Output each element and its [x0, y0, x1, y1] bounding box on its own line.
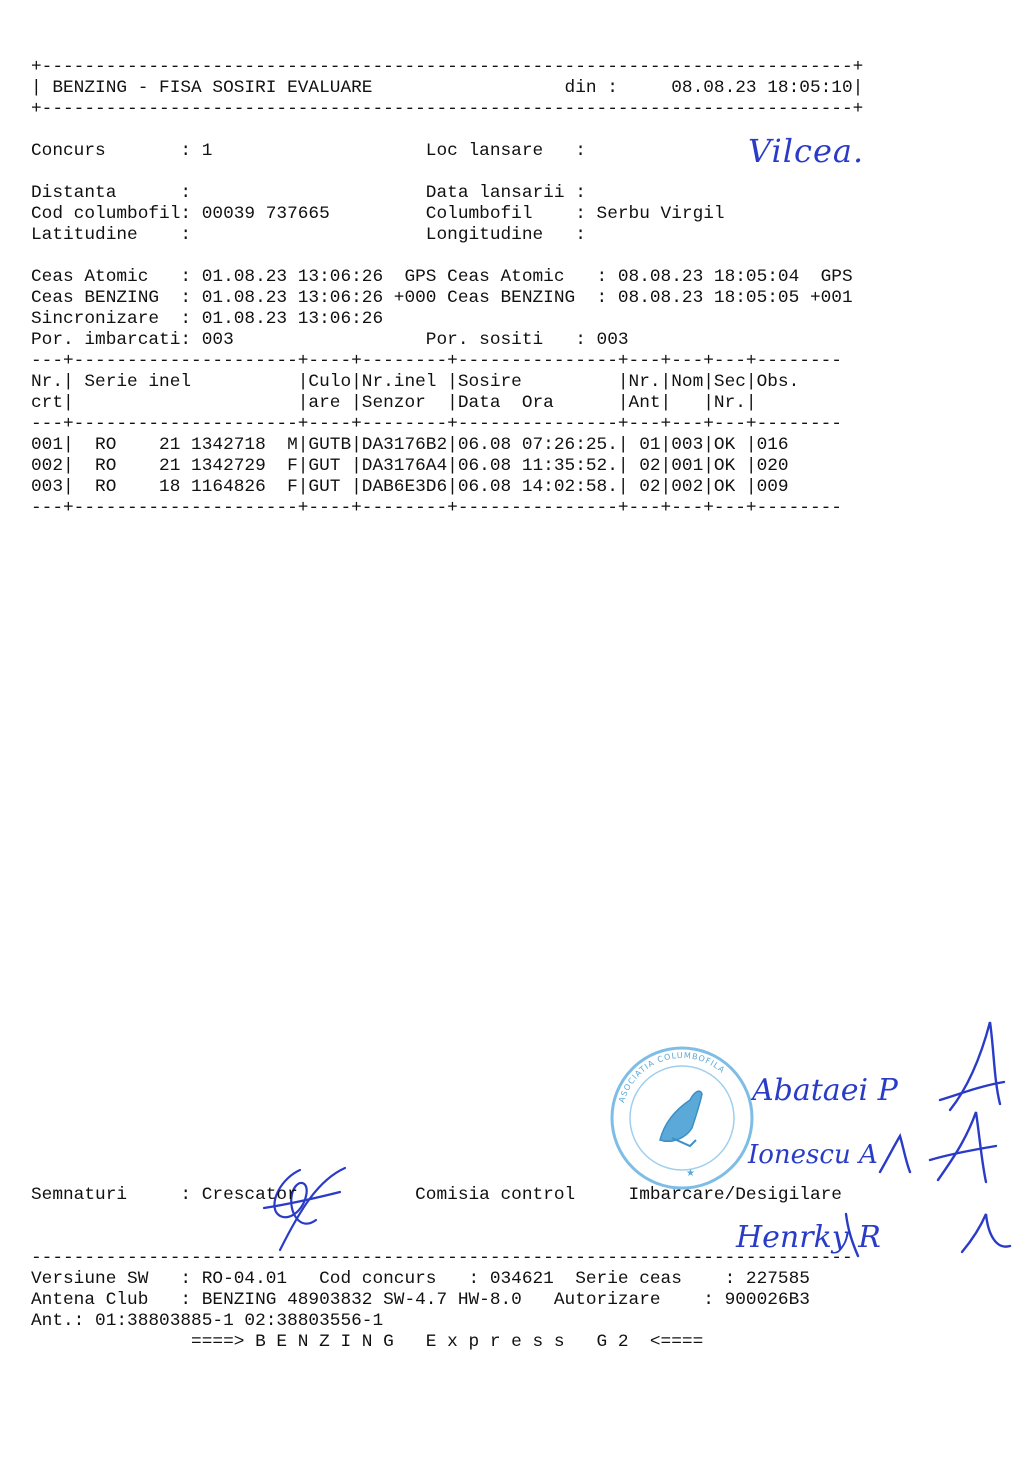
- handwritten-signature-name-1: Abataei P: [752, 1073, 898, 1108]
- svg-text:ASOCIATIA COLUMBOFILA: [617, 1051, 727, 1104]
- footer-separator: -----------------------------------------------------------------------------: [31, 1248, 853, 1268]
- handwritten-signature-name-3: Henrky R: [736, 1220, 881, 1255]
- handwritten-signature-name-2: Ionescu A: [748, 1140, 878, 1170]
- printed-report: +----------------------------------------------------------------------------+ | BENZING - FISA SOSIRI EVALUARE din : 08.08.23 18:05:10| +----------------------------------------------------------------------------+ Concurs : 1 Loc lansare : Distanta : Data lansarii : Cod columbofil: 00039 737665 Columbofil : Serbu Virgil Latitudine : Longitudine : Ceas Atomic : 01.08.23 13:06:26 GPS Ceas Atomic : 08.08.23 18:05:04 GPS Ceas BENZING : 01.08.23 13:06:26 +000 Ceas BENZING : 08.08.23 18:05:05 +001 Sincronizare : 01.08.23 13:06:26 Por. imbarcati: 003 Por. sositi : 003 ---+---------------------+----+--------+---------------+---+---+---+-------- Nr.| Serie inel |Culo|Nr.inel |Sosire |Nr.|Nom|Sec|Obs. crt| |are |Senzor |Data Ora |Ant| |Nr.| ---+---------------------+----+--------+---------------+---+---+---+-------- 001| RO 21 1342718 M|GUTB|DA3176B2|06.08 07:26:25.| 01|003|OK |016 002| RO 21 1342729 F|GUT |DA3176A4|06.08 11:35:52.| 02|001|OK |020 003| RO 18 1164826 F|GUT |DAB6E3D6|06.08 14:02:58.| 02|002|OK |009 ---+---------------------+----+--------+---------------+---+---+---+--------: [31, 57, 864, 518]
- committee-signatures: [846, 1022, 1010, 1256]
- handwritten-launch-place: Vilcea.: [748, 132, 865, 170]
- signatures-row: Semnaturi : Crescator Comisia control Imbarcare/Desigilare: [31, 1185, 842, 1205]
- crescator-signature: [264, 1168, 345, 1250]
- footer-block: Versiune SW : RO-04.01 Cod concurs : 034621 Serie ceas : 227585 Antena Club : BENZING 48903832 SW-4.7 HW-8.0 Autorizare : 900026B3 Ant.: 01:38803885-1 02:38803556-1 ====> B E N Z I N G E x p r e s s G 2 <====: [31, 1269, 810, 1352]
- svg-text:★: ★: [686, 1168, 695, 1179]
- stamp-text: ASOCIATIA COLUMBOFILA: [617, 1050, 727, 1104]
- pigeon-icon: [660, 1091, 702, 1146]
- club-stamp: [612, 1048, 752, 1188]
